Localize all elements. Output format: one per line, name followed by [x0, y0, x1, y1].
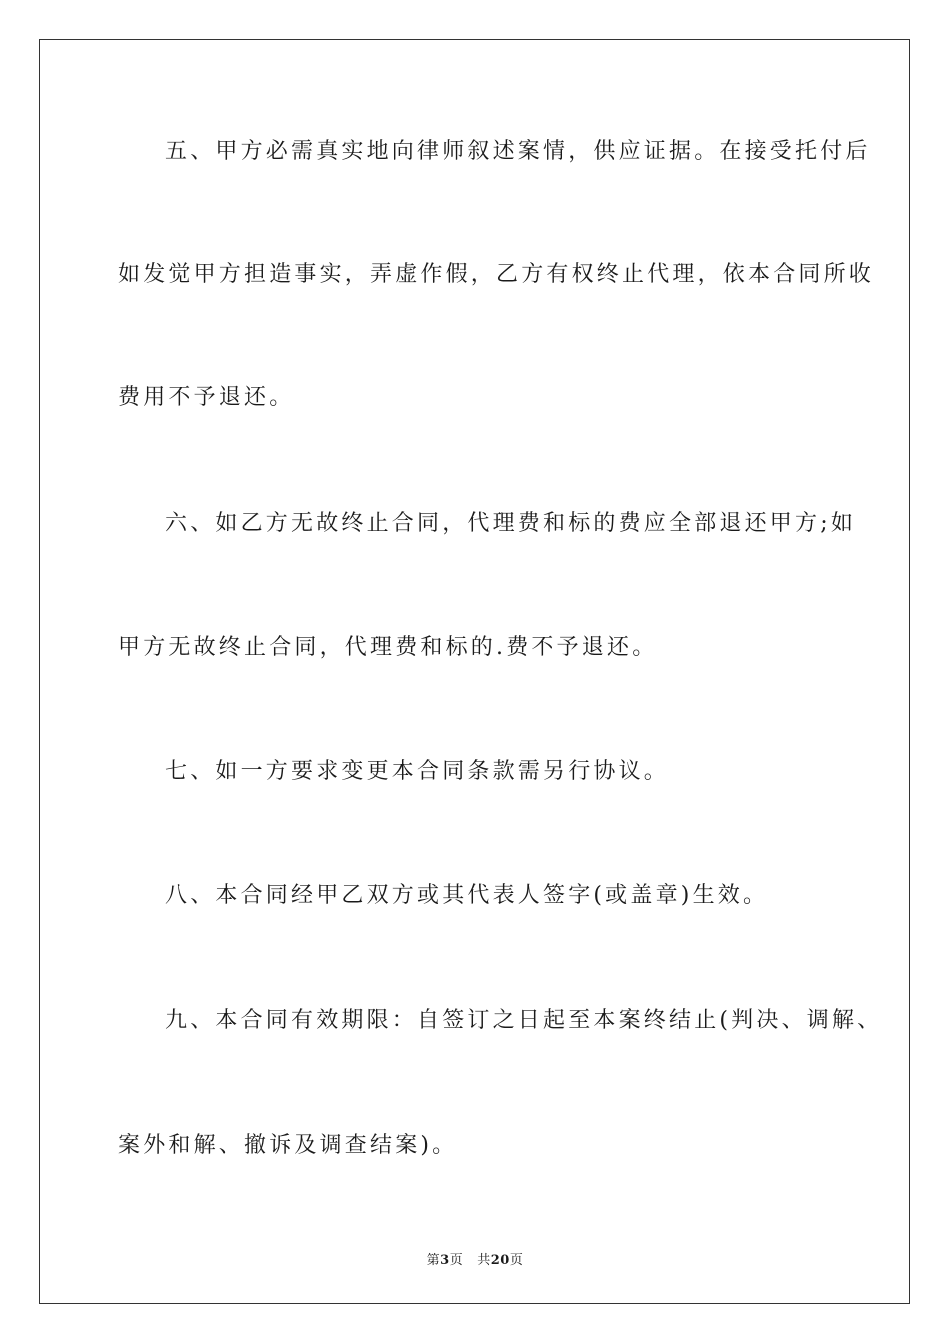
total-prefix: 共	[477, 1253, 491, 1268]
page-prefix: 第	[426, 1253, 441, 1268]
clause-5-line-3: 费用不予退还。	[118, 385, 295, 410]
clause-5-line-1: 五、甲方必需真实地向律师叙述案情，供应证据。在接受托付后	[165, 139, 871, 164]
clause-6-line-1: 六、如乙方无故终止合同，代理费和标的费应全部退还甲方;如	[165, 511, 857, 536]
page-footer	[0, 1249, 950, 1268]
clause-6-line-2: 甲方无故终止合同，代理费和标的.费不予退还。	[118, 635, 658, 660]
total-suffix: 页	[509, 1253, 524, 1268]
page-number: 3	[440, 1253, 450, 1268]
clause-9-line-2: 案外和解、撤诉及调查结案)。	[118, 1133, 458, 1158]
clause-9-line-1: 九、本合同有效期限：自签订之日起至本案终结止(判决、调解、	[165, 1008, 883, 1033]
clause-8-line-1: 八、本合同经甲乙双方或其代表人签字(或盖章)生效。	[165, 883, 769, 908]
page-suffix: 页	[449, 1253, 464, 1268]
total-pages: 20	[490, 1253, 510, 1268]
page-frame	[39, 39, 910, 1304]
clause-5-line-2: 如发觉甲方担造事实，弄虚作假，乙方有权终止代理，依本合同所收	[118, 262, 875, 287]
clause-7-line-1: 七、如一方要求变更本合同条款需另行协议。	[165, 759, 670, 784]
